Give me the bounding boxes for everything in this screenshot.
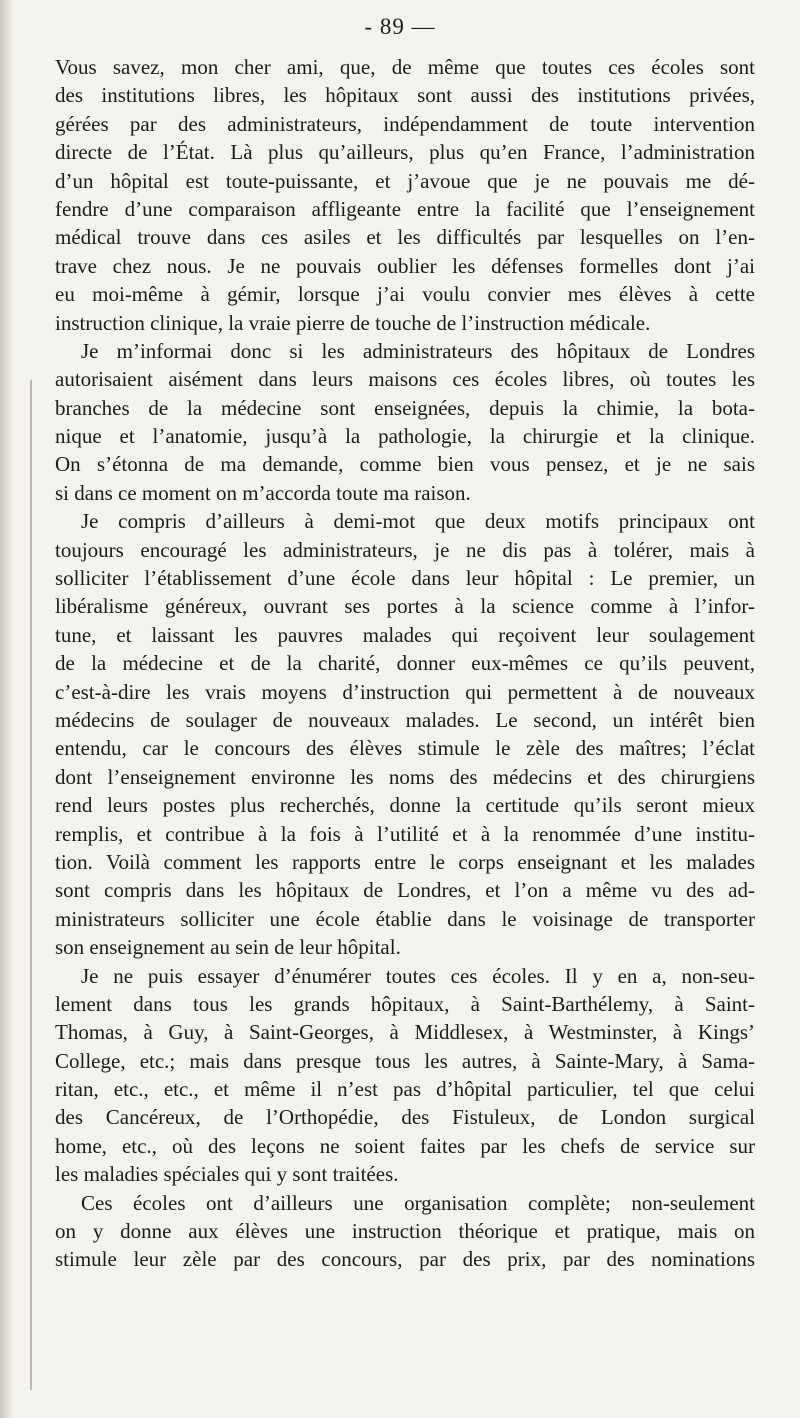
- text-line: entendu, car le concours des élèves stimule le zèle des maîtres; l’éclat: [55, 736, 755, 761]
- text-line: ministrateurs solliciter une école établie dans le voisinage de transporter: [55, 906, 755, 931]
- page-fold-line: [30, 380, 32, 1390]
- document-body: [55, 53, 755, 1274]
- paragraph: [55, 507, 755, 961]
- text-line: son enseignement au sein de leur hôpital.: [55, 935, 401, 960]
- text-line: College, etc.; mais dans presque tous les autres, à Sainte-Mary, à Sama-: [55, 1048, 755, 1073]
- text-line: on y donne aux élèves une instruction théorique et pratique, mais on: [55, 1219, 755, 1244]
- text-line: fendre d’une comparaison affligeante entre la facilité que l’enseignement: [55, 196, 755, 221]
- text-line: autorisaient aisément dans leurs maisons ces écoles libres, où toutes les: [55, 367, 755, 392]
- text-line: des Cancéreux, de l’Orthopédie, des Fistuleux, de London surgical: [55, 1105, 755, 1130]
- text-line: branches de la médecine sont enseignées, depuis la chimie, la bota-: [55, 395, 755, 420]
- text-line: solliciter l’établissement d’une école dans leur hôpital : Le premier, un: [55, 566, 755, 591]
- text-line: tion. Voilà comment les rapports entre le corps enseignant et les malades: [55, 849, 755, 874]
- text-line: tune, et laissant les pauvres malades qui reçoivent leur soulagement: [55, 622, 755, 647]
- text-line: dont l’enseignement environne les noms des médecins et des chirurgiens: [55, 764, 755, 789]
- text-line: médecins de soulager de nouveaux malades. Le second, un intérêt bien: [55, 707, 755, 732]
- text-line: Je ne puis essayer d’énumérer toutes ces écoles. Il y en a, non-seu-: [81, 963, 755, 988]
- text-line: libéralisme généreux, ouvrant ses portes à la science comme à l’infor-: [55, 594, 755, 619]
- text-line: stimule leur zèle par des concours, par des prix, par des nominations: [55, 1247, 755, 1272]
- text-line: nique et l’anatomie, jusqu’à la pathologie, la chirurgie et la clinique.: [55, 424, 755, 449]
- text-line: lement dans tous les grands hôpitaux, à Saint-Barthélemy, à Saint-: [55, 991, 755, 1016]
- paragraph: [55, 962, 755, 1189]
- text-line: de la médecine et de la charité, donner eux-mêmes ce qu’ils peuvent,: [55, 651, 755, 676]
- paragraph: [55, 337, 755, 507]
- text-line: ritan, etc., etc., et même il n’est pas d’hôpital particulier, tel que celui: [55, 1077, 755, 1102]
- text-line: c’est-à-dire les vrais moyens d’instruction qui permettent à de nouveaux: [55, 679, 755, 704]
- text-line: eu moi-même à gémir, lorsque j’ai voulu convier mes élèves à cette: [55, 282, 755, 307]
- text-line: home, etc., où des leçons ne soient faites par les chefs de service sur: [55, 1133, 755, 1158]
- text-line: Je m’informai donc si les administrateurs des hôpitaux de Londres: [81, 338, 755, 363]
- text-line: d’un hôpital est toute-puissante, et j’avoue que je ne pouvais me dé-: [55, 168, 755, 193]
- text-line: les maladies spéciales qui y sont traitées.: [55, 1162, 399, 1187]
- text-line: si dans ce moment on m’accorda toute ma raison.: [55, 480, 471, 505]
- text-line: rend leurs postes plus recherchés, donne la certitude qu’ils seront mieux: [55, 793, 755, 818]
- text-line: trave chez nous. Je ne pouvais oublier les défenses formelles dont j’ai: [55, 253, 755, 278]
- text-line: directe de l’État. Là plus qu’ailleurs, plus qu’en France, l’administration: [55, 140, 755, 165]
- page-number: - 89 —: [364, 14, 436, 39]
- text-line: toujours encouragé les administrateurs, je ne dis pas à tolérer, mais à: [55, 537, 755, 562]
- text-line: On s’étonna de ma demande, comme bien vous pensez, et je ne sais: [55, 452, 755, 477]
- text-line: gérées par des administrateurs, indépendamment de toute intervention: [55, 111, 755, 136]
- text-line: instruction clinique, la vraie pierre de touche de l’instruction médicale.: [55, 310, 651, 335]
- text-line: Thomas, à Guy, à Saint-Georges, à Middlesex, à Westminster, à Kings’: [55, 1020, 755, 1045]
- text-line: Je compris d’ailleurs à demi-mot que deux motifs principaux ont: [81, 509, 755, 534]
- text-line: Ces écoles ont d’ailleurs une organisation complète; non-seulement: [81, 1190, 755, 1215]
- text-line: Vous savez, mon cher ami, que, de même que toutes ces écoles sont: [55, 55, 755, 79]
- page-binding-edge: [0, 0, 14, 1418]
- text-line: sont compris dans les hôpitaux de Londres, et l’on a même vu des ad-: [55, 878, 755, 903]
- paragraph: [55, 1189, 755, 1274]
- text-line: des institutions libres, les hôpitaux sont aussi des institutions privées,: [55, 83, 755, 108]
- text-line: remplis, et contribue à la fois à l’utilité et à la renommée d’une institu-: [55, 821, 755, 846]
- paragraph: [55, 53, 755, 337]
- text-line: médical trouve dans ces asiles et les difficultés par lesquelles on l’en-: [55, 225, 755, 250]
